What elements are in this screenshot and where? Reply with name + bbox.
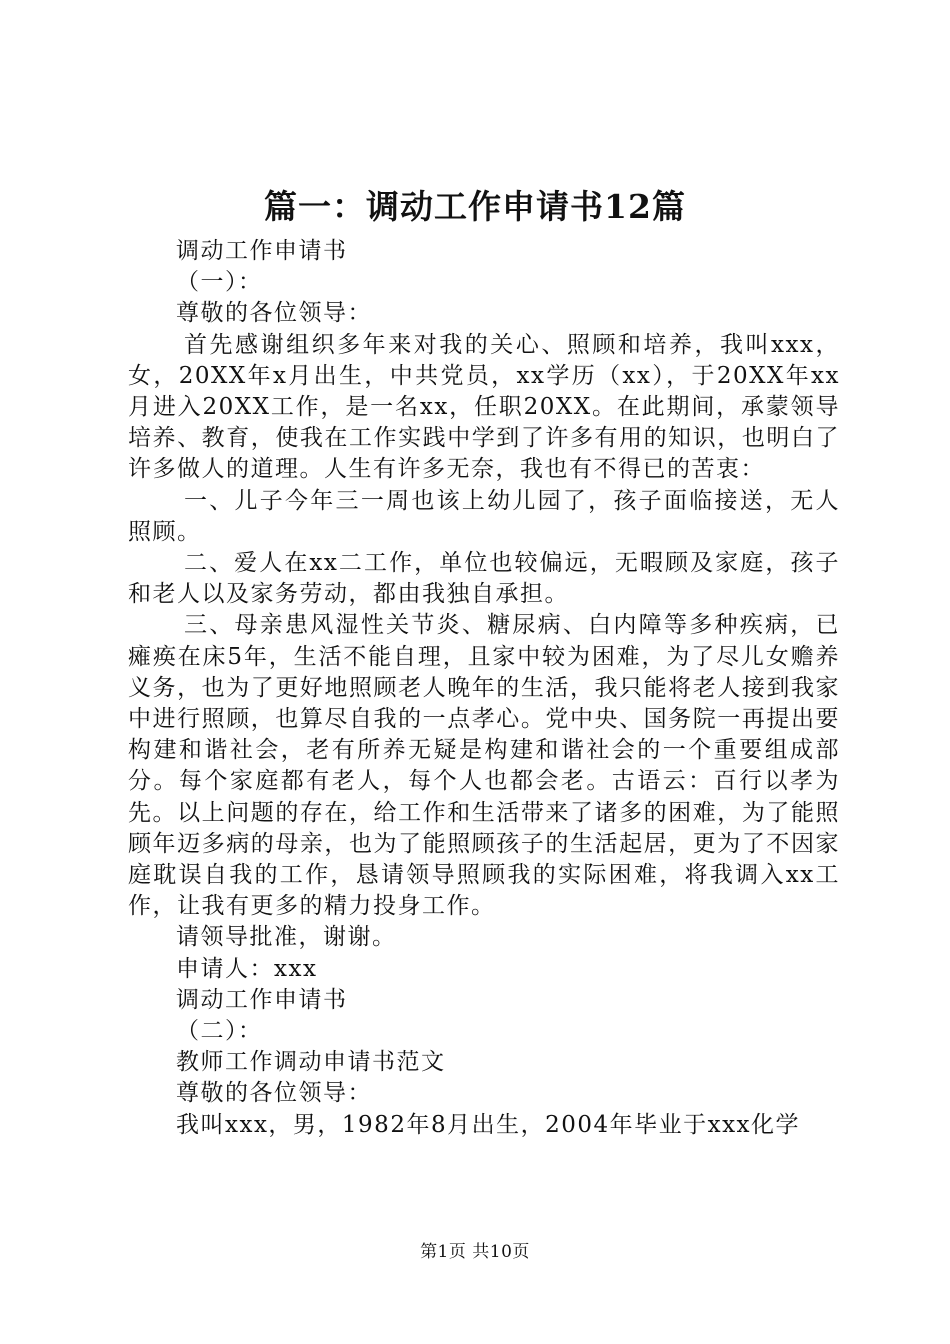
paragraph: （一）： [176,269,263,296]
page-number-footer: 第1页 共10页 [420,1242,530,1262]
paragraph: 首先感谢组织多年来对我的关心、照顾和培养，我叫xxx，女，20XX年x月出生，中共党员，xx学历（xx），于20XX年xx月进入20XX工作，是一名xx，任职20XX。在此期间，承蒙领导培养、教育，使我在工作实践中学到了许多有用的知识，也明白了许多做人的道理。人生有许多无奈，我也有不得已的苦衷： [128,331,840,483]
paragraph: 尊敬的各位领导： [176,1080,372,1107]
paragraph: 调动工作申请书 [176,238,348,264]
paragraph: 尊敬的各位领导： [176,300,372,327]
paragraph: （二）： [176,1018,263,1045]
document-body [128,236,840,1141]
paragraph: 一、儿子今年三一周也该上幼儿园了，孩子面临接送，无人照顾。 [128,487,840,545]
page-title: 篇一：调动工作申请书12篇 [264,187,686,226]
paragraph: 我叫xxx，男，1982年8月出生，2004年毕业于xxx化学 [176,1111,801,1138]
paragraph: 请领导批准，谢谢。 [176,924,397,951]
paragraph: 申请人：xxx [176,955,318,982]
paragraph: 三、母亲患风湿性关节炎、糖尿病、白内障等多种疾病，已瘫痪在床5年，生活不能自理，且家中较为困难，为了尽儿女赡养义务，也为了更好地照顾老人晚年的生活，我只能将老人接到我家中进行照顾，也算尽自我的一点孝心。党中央、国务院一再提出要构建和谐社会，老有所养无疑是构建和谐社会的一个重要组成部分。每个家庭都有老人，每个人也都会老。古语云：百行以孝为先。以上问题的存在，给工作和生活带来了诸多的困难，为了能照顾年迈多病的母亲，也为了能照顾孩子的生活起居，更为了不因家庭耽误自我的工作，恳请领导照顾我的实际困难，将我调入xx工作，让我有更多的精力投身工作。 [128,612,840,920]
paragraph: 调动工作申请书 [176,986,348,1013]
paragraph: 二、爱人在xx二工作，单位也较偏远，无暇顾及家庭，孩子和老人以及家务劳动，都由我独自承担。 [128,550,840,608]
paragraph: 教师工作调动申请书范文 [176,1049,446,1076]
